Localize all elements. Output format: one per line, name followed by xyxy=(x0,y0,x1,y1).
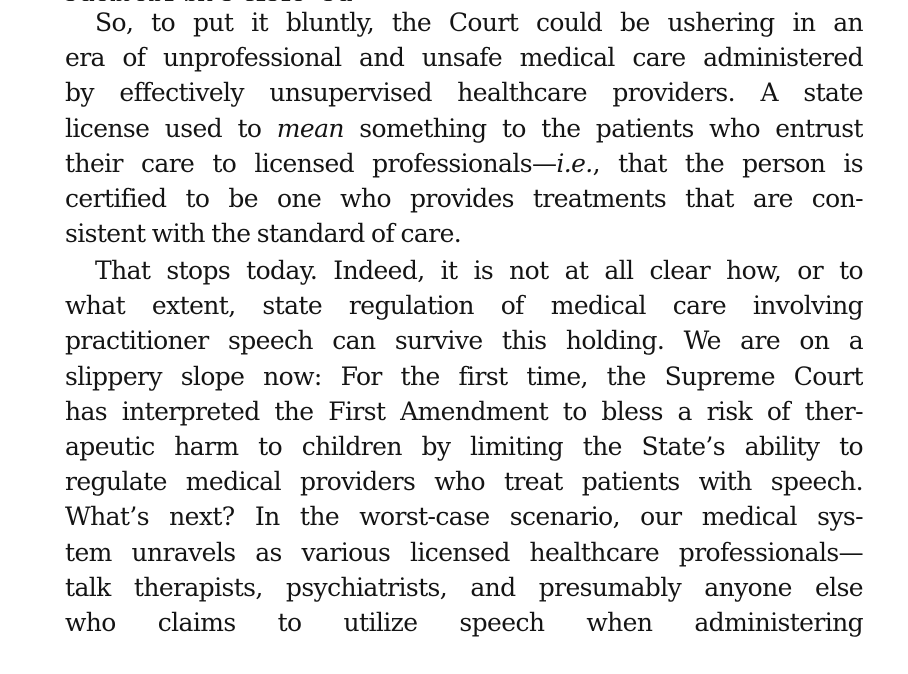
text-run: sistent with the standard of care. xyxy=(65,219,462,249)
text-run: license used to xyxy=(65,113,277,143)
text-run: practitioner speech can survive this holding. We are on a xyxy=(65,326,863,356)
italic-text: mean xyxy=(276,113,344,143)
text-line xyxy=(65,359,863,394)
text-run: their care to licensed professionals— xyxy=(65,148,557,178)
text-run: , that the person is xyxy=(592,148,863,178)
text-run: That stops today. Indeed, it is not at all clear how, or to xyxy=(95,256,863,285)
text-run: What’s next? In the worst-case scenario, our medical sys- xyxy=(65,502,863,532)
text-line xyxy=(65,181,863,216)
text-run: slippery slope now: For the first time, the Supreme Court xyxy=(65,361,863,391)
text-line xyxy=(65,40,863,75)
text-run: certified to be one who provides treatments that are con- xyxy=(65,183,863,213)
paragraph-1 xyxy=(65,5,863,251)
text-line xyxy=(65,253,863,288)
text-run: who claims to utilize speech when administering xyxy=(65,607,863,637)
text-run: has interpreted the First Amendment to bless a risk of ther- xyxy=(65,396,863,426)
text-line xyxy=(65,5,863,40)
text-line xyxy=(65,288,863,323)
text-line xyxy=(65,464,863,499)
text-run: regulate medical providers who treat patients with speech. xyxy=(65,467,863,497)
text-line xyxy=(65,146,863,181)
text-line xyxy=(65,111,863,146)
text-run: era of unprofessional and unsafe medical care administered xyxy=(65,43,863,73)
text-line xyxy=(65,75,863,110)
text-run: So, to put it bluntly, the Court could be ushering in an xyxy=(95,8,863,37)
text-line xyxy=(65,605,863,640)
text-run: apeutic harm to children by limiting the State’s ability to xyxy=(65,431,863,461)
paragraph-2 xyxy=(65,253,863,640)
text-run: by effectively unsupervised healthcare providers. A state xyxy=(65,78,863,108)
cut-off-line xyxy=(64,0,864,1)
text-run: tem unravels as various licensed healthcare professionals— xyxy=(65,537,863,567)
text-line xyxy=(65,429,863,464)
text-line xyxy=(65,216,863,251)
text-line xyxy=(65,535,863,570)
text-line xyxy=(65,394,863,429)
text-line xyxy=(65,570,863,605)
text-run: something to the patients who entrust xyxy=(343,113,863,143)
text-line xyxy=(65,499,863,534)
text-run: talk therapists, psychiatrists, and presumably anyone else xyxy=(65,572,863,602)
italic-text: i.e. xyxy=(556,148,593,178)
text-line xyxy=(65,323,863,358)
text-run: what extent, state regulation of medical care involving xyxy=(65,291,863,321)
